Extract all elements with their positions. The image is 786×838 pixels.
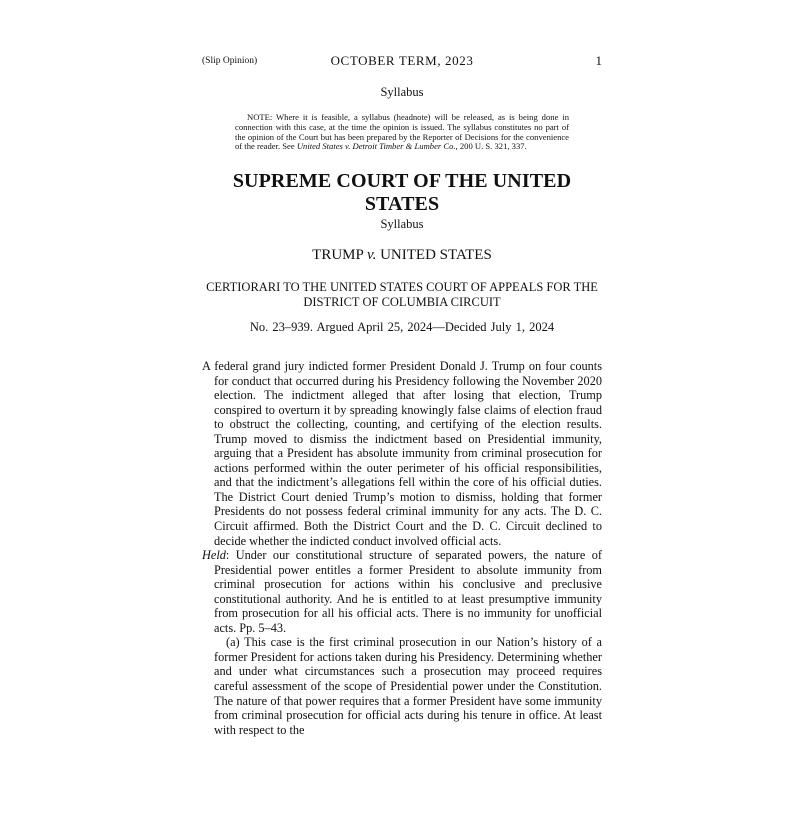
held-label: Held [202,548,226,563]
court-name: SUPREME COURT OF THE UNITED STATES [232,170,572,215]
subparagraph-a: (a) This case is the first criminal prosecution in our Nation’s history of a former President for actions taken during his Presidency. Determining whether and under what circumstances such a prosecution may proceed requires careful assessment of the scope of Presidential power under the Constitution. The nature of that power requires that a former President have some immunity from criminal prosecution for official acts during his tenure in office. At least with respect to the [214,635,602,737]
note-text: NOTE: Where it is feasible, a syllabus (headnote) will be released, as is being done in connection with this case, at the time the opinion is issued. The syllabus constitutes no part of the opinion of the Court but has been prepared by the Reporter of Decisions for the convenience of the reader. See [235,112,569,152]
syllabus-body [202,359,602,737]
reporter-note [235,113,569,152]
certiorari-line: CERTIORARI TO THE UNITED STATES COURT OF APPEALS FOR THE DISTRICT OF COLUMBIA CIRCUIT [206,280,598,309]
case-respondent: UNITED STATES [380,247,492,263]
facts-paragraph: A federal grand jury indicted former President Donald J. Trump on four counts for conduct that occurred during his Presidency following the November 2020 election. The indictment alleged that after losing that election, Trump conspired to overturn it by spreading knowingly false claims of election fraud to obstruct the collecting, counting, and certifying of the election results. Trump moved to dismiss the indictment based on Presidential immunity, arguing that a President has absolute immunity from criminal prosecution for actions performed within the outer perimeter of his official responsibilities, and that the indictment’s allegations fell within the core of his official duties. The District Court denied Trump’s motion to dismiss, holding that former Presidents do not possess federal criminal immunity for any acts. The D. C. Circuit affirmed. Both the District Court and the D. C. Circuit declined to decide whether the indicted conduct involved official acts. [202,359,602,548]
syllabus-heading: Syllabus [380,85,424,99]
held-text: : Under our constitutional structure of separated powers, the nature of Presidential power entitles a former President to absolute immunity from criminal prosecution for actions within his conclusive and preclusive constitutional authority. And he is entitled to at least presumptive immunity from prosecution for all his official acts. There is no immunity for unofficial acts. Pp. 5–43. [214,548,602,635]
held-paragraph [202,548,602,635]
docket-line: No. 23–939. Argued April 25, 2024—Decided July 1, 2024 [249,320,555,334]
page-header [202,53,602,71]
page-number: 1 [595,53,602,68]
slip-opinion-label: (Slip Opinion) [202,56,258,66]
case-versus: v. [367,247,377,263]
note-citation-case: United States v. Detroit Timber & Lumber Co., [296,141,458,152]
note-citation-reporter: 200 U. S. 321, 337. [459,141,527,152]
case-title [202,247,602,264]
syllabus-heading-2: Syllabus [380,217,424,231]
case-petitioner: TRUMP [312,247,364,263]
term-heading: OCTOBER TERM, 2023 [330,53,474,68]
